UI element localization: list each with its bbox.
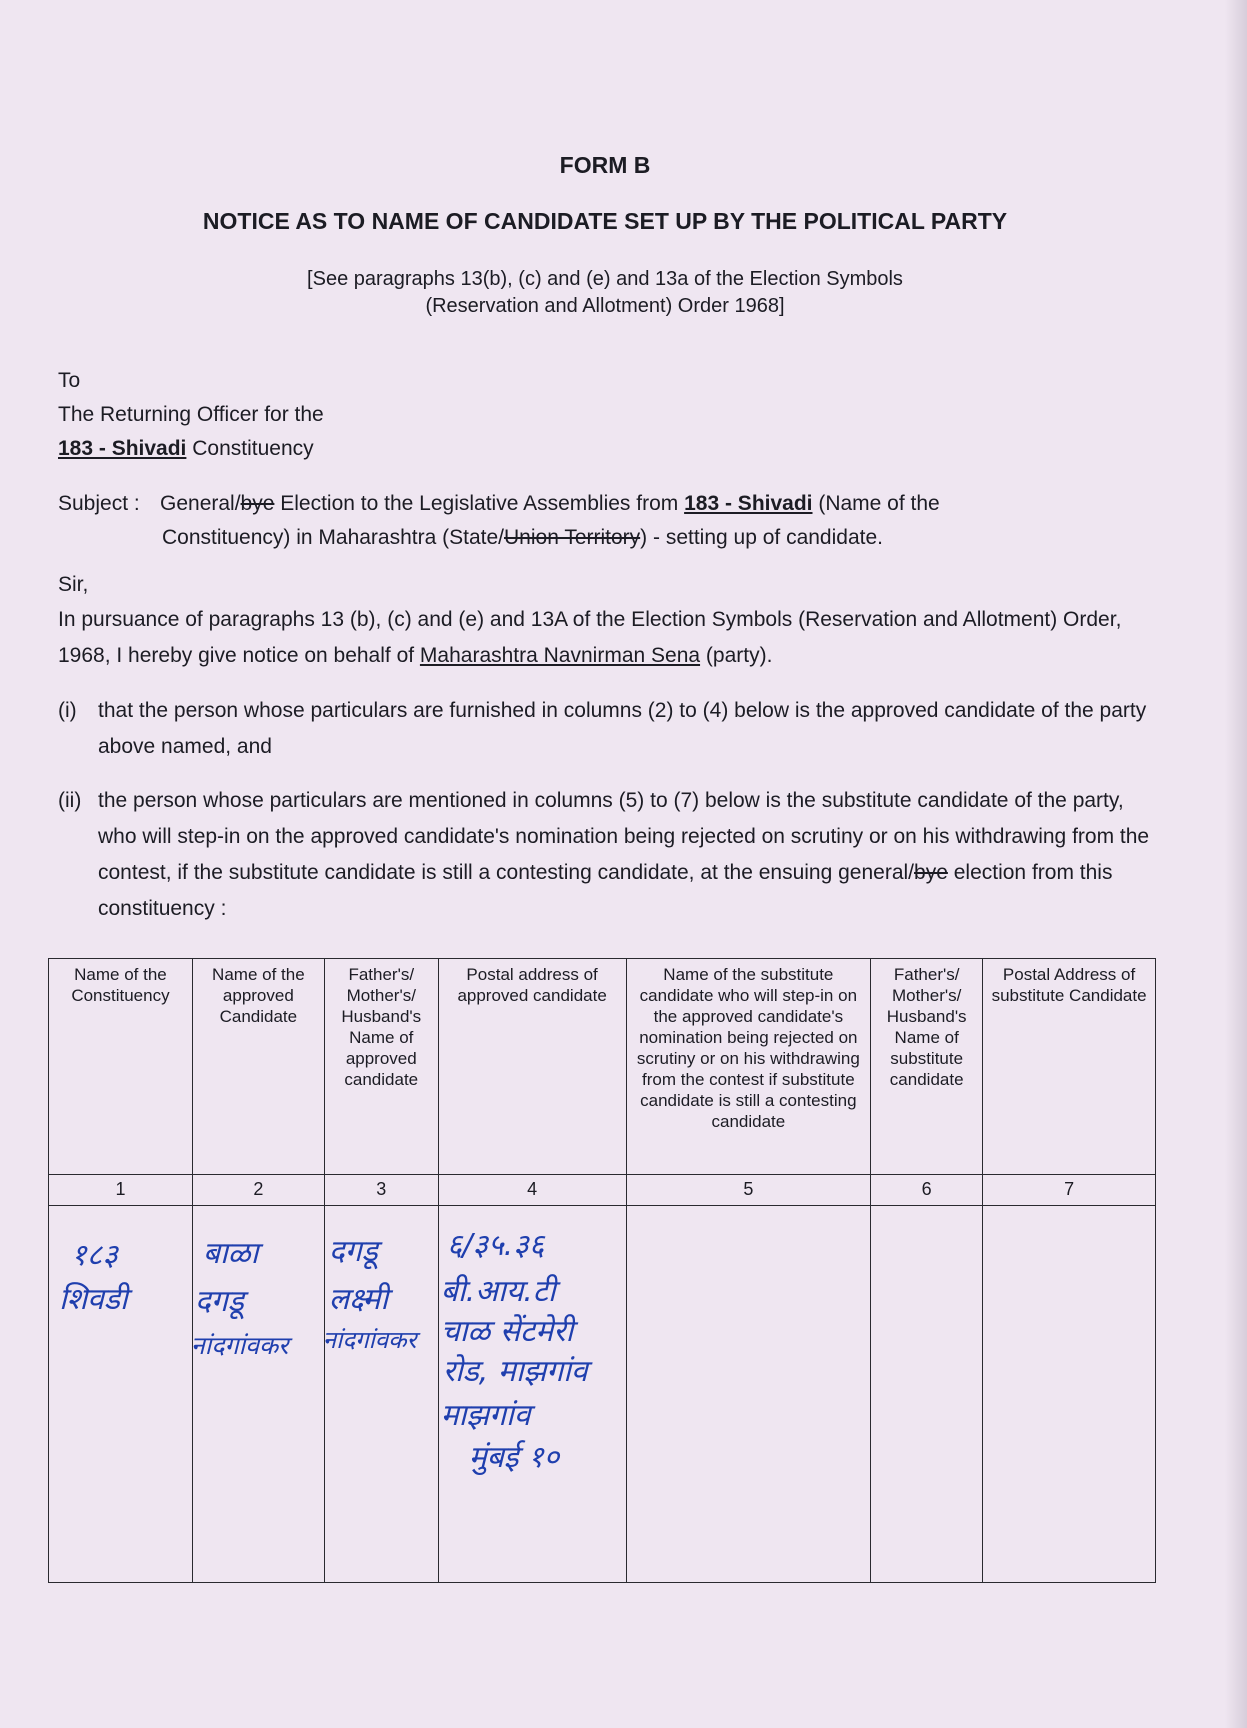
handwritten-text: दगडू [194, 1284, 244, 1319]
handwritten-text: दगडू [328, 1234, 378, 1269]
party-name: Maharashtra Navnirman Sena [419, 644, 701, 667]
header-substitute-address: Postal Address of substitute Candidate [983, 959, 1156, 1175]
cell-approved-relative [324, 1206, 438, 1583]
struck-bye: bye [240, 492, 275, 515]
handwritten-text: ६/३५.३६ [446, 1228, 545, 1263]
cell-substitute-relative [871, 1206, 983, 1583]
column-number: 7 [983, 1175, 1156, 1206]
clause-text: the person whose particulars are mentioned in columns (5) to (7) below is the substitute candidate of the party, who will step-in on the approved candidate's nomination being rejected on scrutiny or on his withdrawing from the contest, if the substitute candidate is still a contesting candidate, at the ensuing general/bye election from this constituency : [98, 789, 1150, 920]
handwritten-text: १८३ [71, 1238, 118, 1273]
subject-label: Subject : [58, 492, 140, 515]
reference-line-1: [See paragraphs 13(b), (c) and (e) and 13a of the Election Symbols [307, 268, 903, 290]
handwritten-text: नांदगांवकर [190, 1331, 289, 1360]
struck-union-territory: Union Territory [504, 526, 641, 549]
handwritten-text: चाळ सेंटमेरी [440, 1314, 574, 1349]
addressee-to: To [58, 369, 81, 392]
subject-constituency: 183 - Shivadi [684, 492, 813, 515]
column-number-row [49, 1175, 1156, 1206]
cell-constituency [49, 1206, 193, 1583]
notice-title: NOTICE AS TO NAME OF CANDIDATE SET UP BY THE POLITICAL PARTY [202, 208, 1008, 234]
header-approved-relative: Father's/ Mother's/ Husband's Name of approved candidate [324, 959, 438, 1175]
column-number: 2 [192, 1175, 324, 1206]
form-title: FORM B [559, 152, 651, 178]
handwritten-text: मुंबई १० [468, 1440, 560, 1475]
addressee-block [58, 364, 324, 466]
cell-substitute-candidate [626, 1206, 871, 1583]
candidate-table [48, 958, 1156, 1583]
constituency-suffix: Constituency [186, 437, 314, 460]
table-header-row [49, 959, 1156, 1175]
column-number: 4 [438, 1175, 626, 1206]
header-constituency: Name of the Constituency [49, 959, 193, 1175]
handwritten-text: शिवडी [59, 1282, 128, 1317]
header-approved-address: Postal address of approved candidate [438, 959, 626, 1175]
clause-number: (ii) [58, 789, 82, 812]
column-number: 5 [626, 1175, 871, 1206]
cell-substitute-address [983, 1206, 1156, 1583]
handwritten-text: माझगांव [440, 1398, 531, 1433]
constituency-name: 183 - Shivadi [58, 437, 187, 460]
table-row [49, 1206, 1156, 1583]
reference-note [0, 266, 1210, 320]
cell-approved-address [438, 1206, 626, 1583]
clause-number: (i) [58, 699, 77, 722]
handwritten-text: लक्ष्मी [328, 1282, 389, 1317]
handwritten-text: नांदगांवकर [322, 1326, 417, 1354]
handwritten-text: रोड, माझगांव [442, 1354, 588, 1389]
handwritten-text: बी.आय.टी [440, 1274, 556, 1309]
header-substitute-candidate: Name of the substitute candidate who will step-in on the approved candidate's nomination being rejected on scrutiny or on his withdrawing from the contest if substitute candidate is still a contesting candidate [626, 959, 871, 1175]
column-number: 3 [324, 1175, 438, 1206]
salutation: Sir, [58, 573, 89, 596]
header-approved-candidate: Name of the approved Candidate [192, 959, 324, 1175]
reference-line-2: (Reservation and Allotment) Order 1968] [425, 295, 785, 317]
subject-block: Subject : General/bye Election to the Legislative Assemblies from 183 - Shivadi (Name of the Constituency) in Maharashtra (State/Union Territory) - setting up of candidate. [58, 487, 1168, 555]
addressee-constituency [58, 432, 324, 466]
cell-approved-candidate [192, 1206, 324, 1583]
struck-bye: bye [914, 861, 948, 884]
addressee-line: The Returning Officer for the [58, 403, 324, 426]
header-substitute-relative: Father's/ Mother's/ Husband's Name of substitute candidate [871, 959, 983, 1175]
clause-text: that the person whose particulars are furnished in columns (2) to (4) below is the approved candidate of the party above named, and [98, 699, 1147, 758]
notice-paragraph: In pursuance of paragraphs 13 (b), (c) and (e) and 13A of the Election Symbols (Reservation and Allotment) Order, 1968, I hereby give notice on behalf of Maharashtra Navnirman Sena (party). [58, 608, 1122, 667]
handwritten-text: बाळा [202, 1236, 259, 1271]
page-edge-shadow [1225, 0, 1247, 1728]
clause-i [58, 693, 1158, 765]
column-number: 1 [49, 1175, 193, 1206]
clause-ii [58, 783, 1158, 927]
column-number: 6 [871, 1175, 983, 1206]
